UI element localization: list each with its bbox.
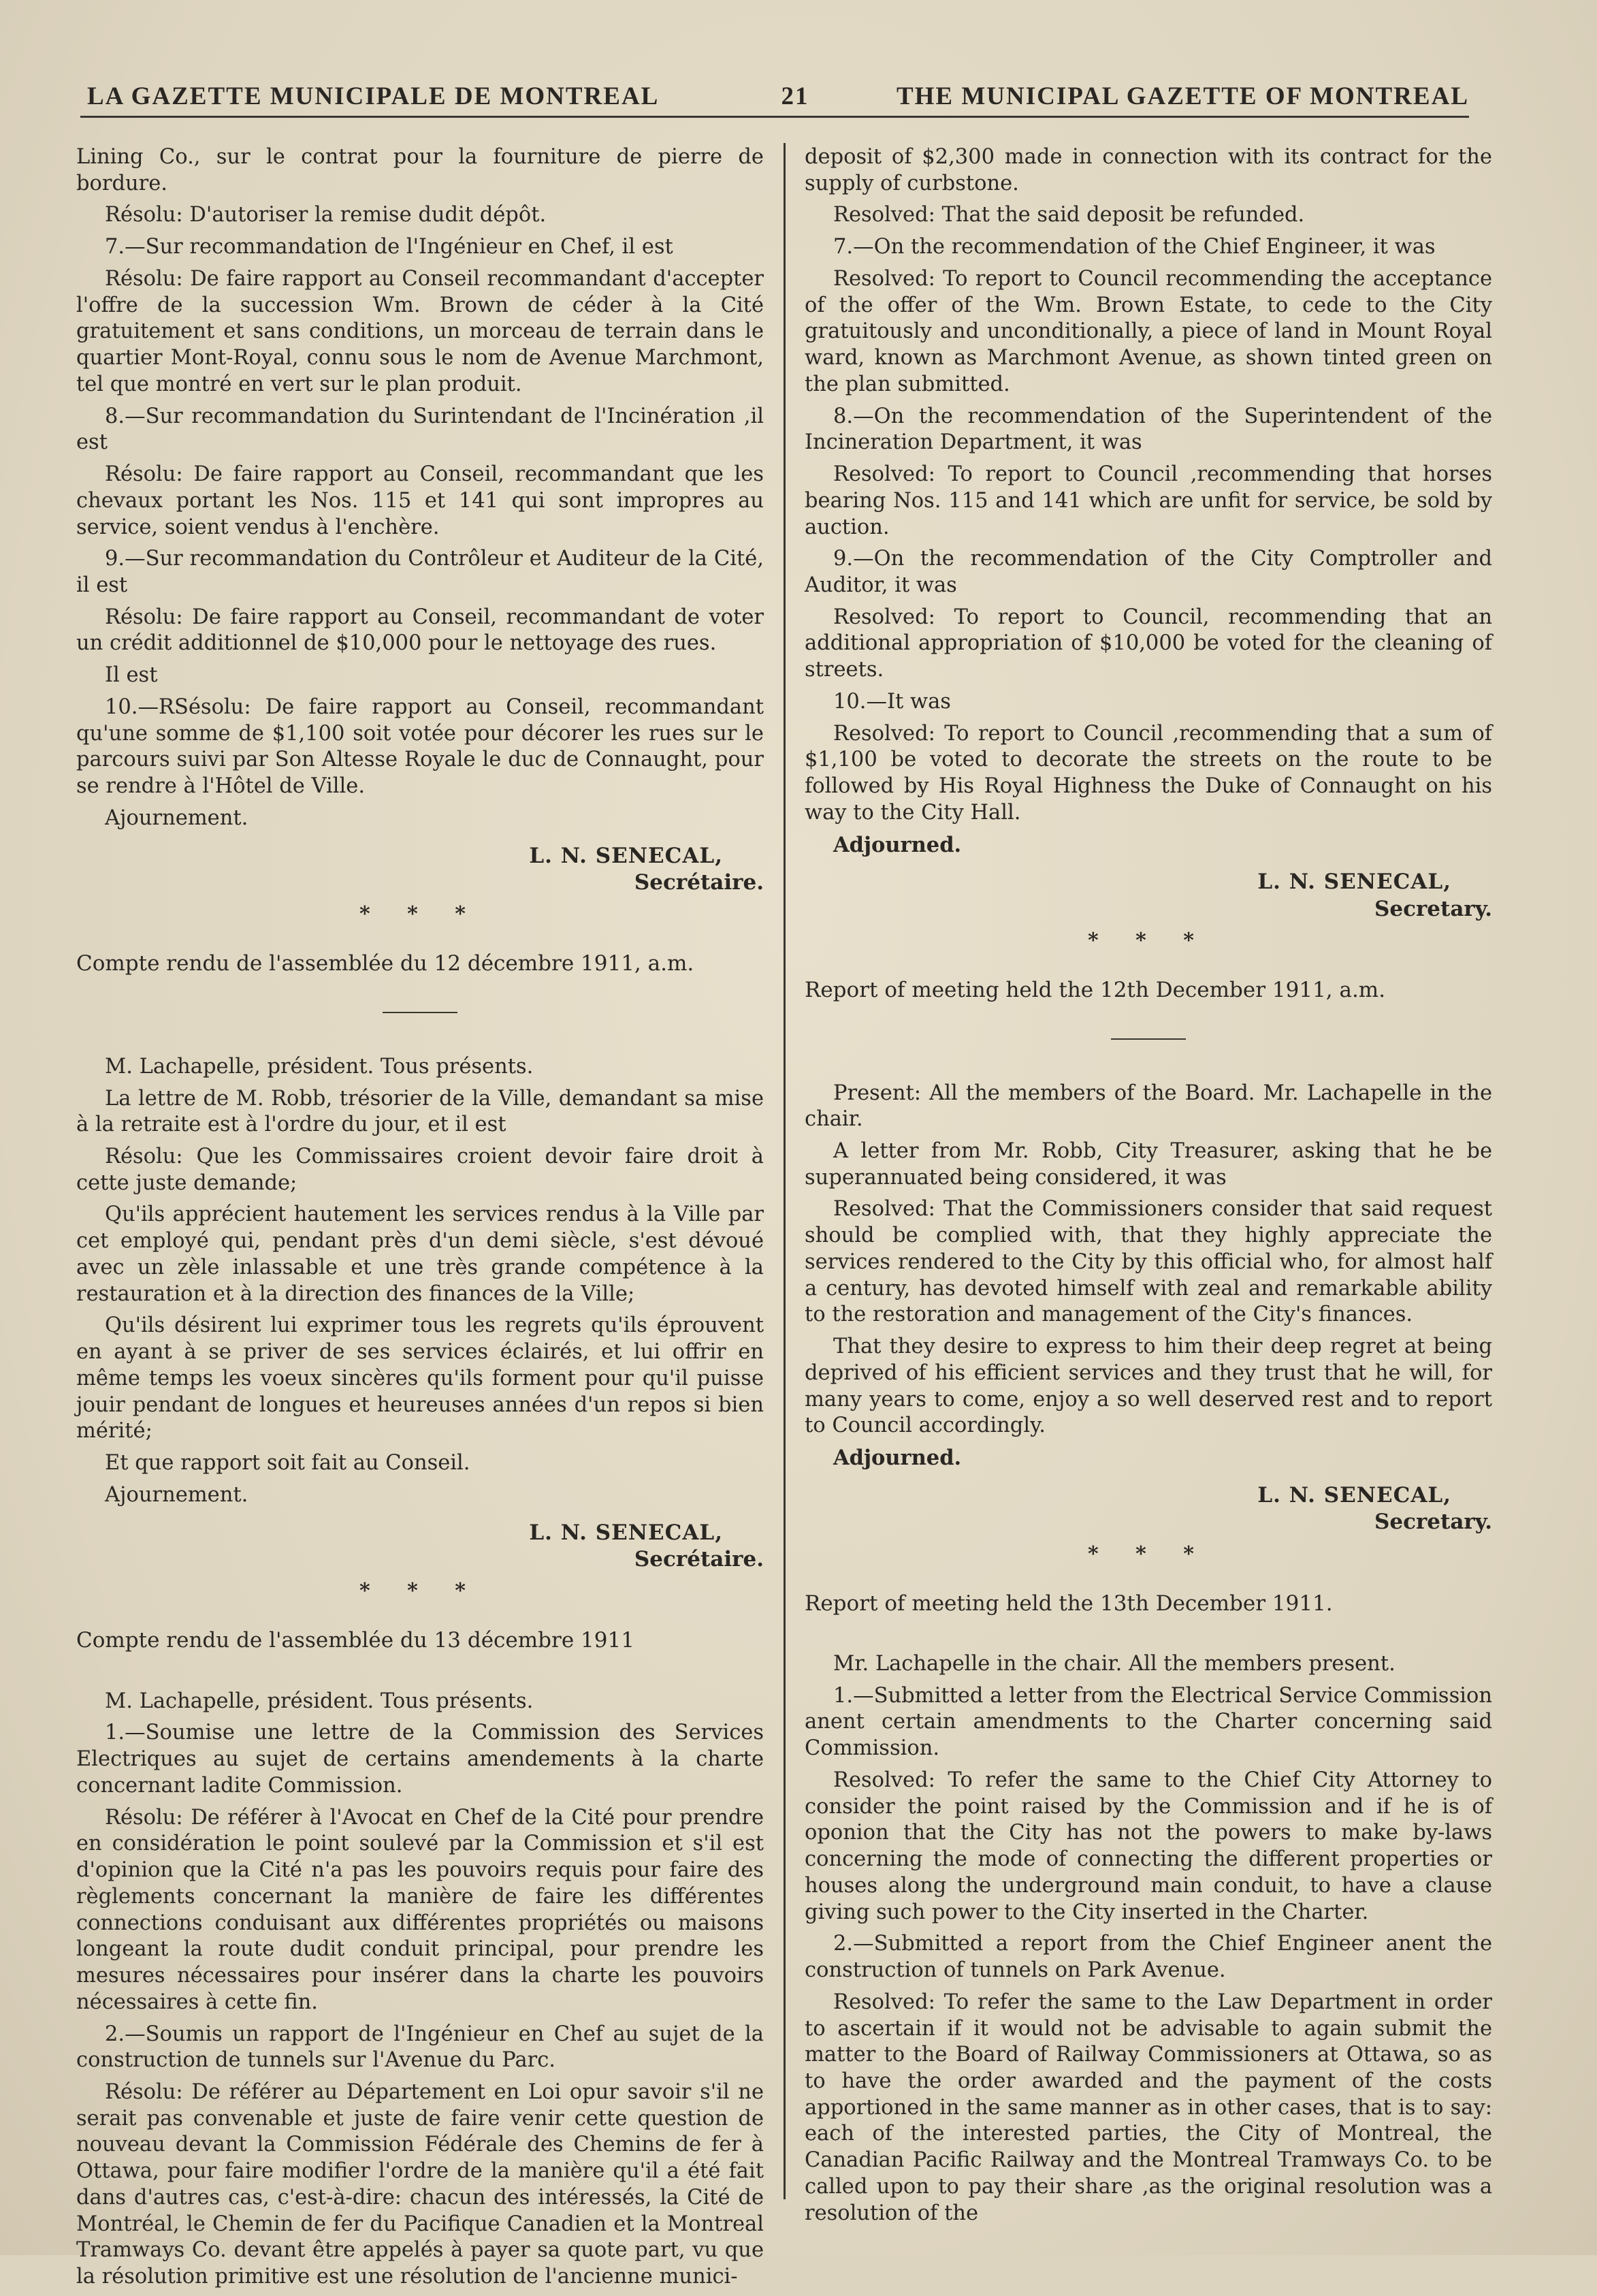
- paragraph: 10.—RSésolu: De faire rapport au Conseil, recommandant qu'une somme de $1,100 soit votée pour décorer les rues sur le parcours suivi par Son Altesse Royale le duc de Connaught, pour se rendre à l'Hôtel de Ville.: [76, 695, 764, 799]
- signature-name: L. N. SENECAL,: [1257, 870, 1451, 895]
- paragraph: 9.—Sur recommandation du Contrôleur et Auditeur de la Cité, il est: [76, 547, 764, 598]
- signature-title: Secrétaire.: [634, 1546, 764, 1572]
- signature-title: Secretary.: [1374, 896, 1492, 921]
- paragraph: Resolved: To refer the same to the Chief City Attorney to consider the point raised by the Commission and if he is of oponion that the City has not the powers to make by-laws concerning the mode of connecting the different properties or houses along the underground main conduit, to have a clause giving such power to the City inserted in the Charter.: [805, 1768, 1492, 1924]
- signature-name: L. N. SENECAL,: [529, 843, 723, 868]
- header-rule: [80, 116, 1469, 118]
- paragraph: That they desire to express to him their deep regret at being deprived of his efficient services and they trust that he will, for many years to come, enjoy a so well deserved rest and to report to Council accordingly.: [805, 1335, 1492, 1438]
- adjournment: Ajournement.: [105, 806, 248, 830]
- paragraph: 8.—On the recommendation of the Superintendent of the Incineration Department, it was: [805, 404, 1492, 455]
- french-column: [76, 144, 764, 2296]
- paragraph: 10.—It was: [833, 689, 951, 714]
- paragraph: Et que rapport soit fait au Conseil.: [105, 1451, 470, 1476]
- paragraph: A letter from Mr. Robb, City Treasurer, asking that he be superannuated being considered, it was: [805, 1139, 1492, 1190]
- paragraph: 9.—On the recommendation of the City Comptroller and Auditor, it was: [805, 547, 1492, 598]
- signature-title: Secretary.: [1374, 1510, 1492, 1535]
- paragraph: Resolved: To report to Council ,recommending that a sum of $1,100 be voted to decorate the streets on the route to be followed by His Royal Highness the Duke of Connaught on his way to the City Hall.: [805, 721, 1492, 825]
- paragraph: Résolu: Que les Commissaires croient devoir faire droit à cette juste demande;: [76, 1145, 764, 1195]
- adjournment: Adjourned.: [833, 1446, 962, 1471]
- page-number: 21: [781, 82, 809, 110]
- paragraph: M. Lachapelle, président. Tous présents.: [105, 1689, 534, 1713]
- paragraph: 8.—Sur recommandation du Surintendant de l'Incinération ,il est: [76, 404, 764, 455]
- signature-title: Secrétaire.: [634, 870, 764, 895]
- paragraph: Lining Co., sur le contrat pour la fourniture de pierre de bordure.: [76, 145, 764, 195]
- meeting-report-heading: Compte rendu de l'assemblée du 12 décembre 1911, a.m.: [76, 951, 694, 976]
- signature-name: L. N. SENECAL,: [529, 1520, 723, 1545]
- paragraph: Resolved: To report to Council recommending the acceptance of the offer of the Wm. Brown Estate, to cede to the City gratuitously and unconditionally, a piece of land in Mount Royal ward, known as Marchmont Avenue, as shown tinted green on the plan submitted.: [805, 266, 1492, 396]
- meeting-report-heading: Compte rendu de l'assemblée du 13 décembre 1911: [76, 1628, 634, 1653]
- meeting-report-heading: Report of meeting held the 13th December 1911.: [805, 1591, 1333, 1616]
- paragraph: La lettre de M. Robb, trésorier de la Ville, demandant sa mise à la retraite est à l'ordre du jour, et il est: [76, 1086, 764, 1137]
- adjournment: Adjourned.: [833, 832, 962, 857]
- section-separator: * * *: [359, 1579, 481, 1604]
- paragraph: Qu'ils désirent lui exprimer tous les regrets qu'ils éprouvent en ayant à se priver de ses services éclairés, et lui offrir en même temps les voeux sincères qu'ils forment pour qu'il puisse jouir pendant de longues et heureuses années d'un repos si bien mérité;: [76, 1313, 764, 1444]
- paragraph: 1.—Submitted a letter from the Electrical Service Commission anent certain amendments to the Charter concerning said Commission.: [805, 1683, 1492, 1761]
- signature-name: L. N. SENECAL,: [1257, 1482, 1451, 1508]
- paragraph: 2.—Soumis un rapport de l'Ingénieur en Chef au sujet de la construction de tunnels sur l'Avenue du Parc.: [76, 2022, 764, 2073]
- paragraph: Résolu: De faire rapport au Conseil recommandant d'accepter l'offre de la succession Wm. Brown de céder à la Cité gratuitement et sans conditions, un morceau de terrain dans le quartier Mont-Royal, connu sous le nom de Avenue Marchmont, tel que montré en vert sur le plan produit.: [76, 266, 764, 396]
- short-rule: [1111, 1038, 1186, 1040]
- column-divider: [784, 143, 786, 2199]
- paragraph: Résolu: De référer au Département en Loi opur savoir s'il ne serait pas convenable et juste de faire venir cette question de nouveau devant la Commission Fédérale des Chemins de fer à Ottawa, pour faire modifier l'ordre de la manière qu'il a été fait dans d'autres cas, c'est-à-dire: chacun des intéressés, la Cité de Montréal, le Chemin de fer du Pacifique Canadien et la Montreal Tramways Co. devant être appelés à payer sa quote part, vu que la résolution primitive est une résolution de l'ancienne munici-: [76, 2080, 764, 2289]
- paragraph: 7.—On the recommendation of the Chief Engineer, it was: [833, 235, 1436, 259]
- paragraph: Résolu: D'autoriser la remise dudit dépôt.: [105, 203, 547, 227]
- page-header: [87, 76, 1469, 112]
- short-rule: [383, 1012, 457, 1013]
- english-column: [805, 144, 1492, 2232]
- paragraph: Resolved: To refer the same to the Law Department in order to ascertain if it would not be advisable to again submit the matter to the Board of Railway Commissioners at Ottawa, so as to have the order awarded and the payment of the costs apportioned in the same manner as in other cases, that is to say: each of the interested parties, the City of Montreal, the Canadian Pacific Railway and the Montreal Tramways Co. to be called upon to pay their share ,as the original resolution was a resolution of the: [805, 1990, 1492, 2225]
- section-separator: * * *: [1088, 929, 1209, 953]
- paragraph: 1.—Soumise une lettre de la Commission des Services Electriques au sujet de certains amendements à la charte concernant ladite Commission.: [76, 1721, 764, 1798]
- section-separator: * * *: [359, 902, 481, 927]
- paragraph: Résolu: De faire rapport au Conseil, recommandant que les chevaux portant les Nos. 115 et 141 qui sont impropres au service, soient vendus à l'enchère.: [76, 462, 764, 539]
- header-title-french: LA GAZETTE MUNICIPALE DE MONTREAL: [87, 82, 660, 110]
- paragraph: Resolved: That the said deposit be refunded.: [833, 203, 1305, 227]
- paragraph: Resolved: To report to Council ,recommending that horses bearing Nos. 115 and 141 which are unfit for service, be sold by auction.: [805, 462, 1492, 539]
- paragraph: Résolu: De référer à l'Avocat en Chef de la Cité pour prendre en considération le point soulevé par la Commission et s'il est d'opinion que la Cité n'a pas les pouvoirs requis pour faire des règlements concernant la manière de faire les différentes connections conduisant aux différentes propriétés ou maisons longeant la route dudit conduit principal, pour prendre les mesures nécessaires pour insérer dans la charte les pouvoirs nécessaires à cette fin.: [76, 1805, 764, 2014]
- paragraph: Resolved: To report to Council, recommending that an additional appropriation of $10,000 be voted for the cleaning of streets.: [805, 605, 1492, 682]
- paragraph: Il est: [105, 663, 158, 688]
- paragraph: Resolved: That the Commissioners consider that said request should be complied with, that they highly appreciate the services rendered to the City by this official who, for almost half a century, has devoted himself with zeal and remarkable ability to the restoration and management of the City's finances.: [805, 1197, 1492, 1327]
- paragraph: Present: All the members of the Board. Mr. Lachapelle in the chair.: [805, 1081, 1492, 1132]
- header-title-english: THE MUNICIPAL GAZETTE OF MONTREAL: [896, 82, 1469, 110]
- paragraph: M. Lachapelle, président. Tous présents.: [105, 1054, 534, 1079]
- paragraph: deposit of $2,300 made in connection with its contract for the supply of curbstone.: [805, 145, 1492, 195]
- paragraph: Mr. Lachapelle in the chair. All the members present.: [833, 1651, 1396, 1676]
- adjournment: Ajournement.: [105, 1482, 248, 1507]
- paragraph: 2.—Submitted a report from the Chief Engineer anent the construction of tunnels on Park Avenue.: [805, 1932, 1492, 1983]
- section-separator: * * *: [1088, 1542, 1209, 1566]
- paragraph: Qu'ils apprécient hautement les services rendus à la Ville par cet employé qui, pendant près d'un demi siècle, s'est dévoué avec un zèle inlassable et une très grande compétence à la restauration et à la direction des finances de la Ville;: [76, 1202, 764, 1306]
- meeting-report-heading: Report of meeting held the 12th December 1911, a.m.: [805, 978, 1386, 1003]
- paragraph: 7.—Sur recommandation de l'Ingénieur en Chef, il est: [105, 235, 673, 259]
- paragraph: Résolu: De faire rapport au Conseil, recommandant de voter un crédit additionnel de $10,000 pour le nettoyage des rues.: [76, 605, 764, 656]
